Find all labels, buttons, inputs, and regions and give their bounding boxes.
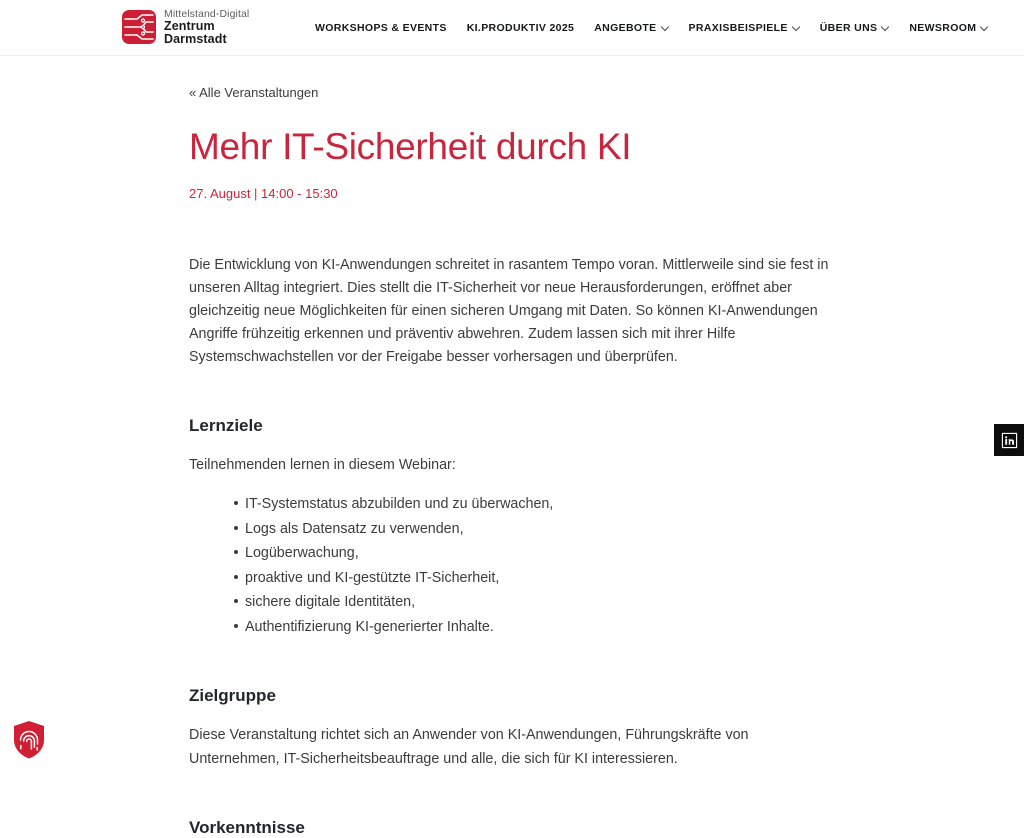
nav-label: NEWSROOM [909,22,977,34]
brand-logo-link[interactable] [122,9,249,46]
list-item: Logüberwachung, [245,541,835,566]
list-item: IT-Systemstatus abzubilden und zu überwachen, [245,492,835,517]
nav-item-newsroom[interactable] [899,22,998,34]
event-date: 27. August | 14:00 - 15:30 [189,185,338,201]
nav-item-praxisbeispiele[interactable] [679,22,810,34]
linkedin-icon [1001,432,1018,449]
site-header [0,0,1024,56]
nav-label: ÜBER UNS [819,22,878,34]
brand-line-3: Darmstadt [164,31,227,46]
intro-paragraph: Die Entwicklung von KI-Anwendungen schreitet in rasantem Tempo voran. Mittlerweile sind sie fest in unseren Alltag integriert. Dies stellt die IT-Sicherheit vor neue Herausforderungen, eröffnet aber gleichzeitig neue Möglichkeiten für einen sicheren Umgang mit Daten. So können KI-Anwendungen Angriffe frühzeitig erkennen und präventiv abwehren. Zudem lassen sich mit ihrer Hilfe Systemschwachstellen vor der Freigabe besser vorhersagen und überprüfen. [189,256,829,366]
nav-item-workshops-events[interactable] [305,22,457,34]
list-item: Authentifizierung KI-generierter Inhalte. [245,615,835,640]
chevron-down-icon [662,24,669,31]
section-heading-zielgruppe: Zielgruppe [189,686,276,706]
lernziele-intro: Teilnehmenden lernen in diesem Webinar: [189,457,456,474]
page-body [0,56,1024,837]
main-navigation [305,0,998,56]
nav-label: PRAXISBEISPIELE [688,22,788,34]
nav-label: WORKSHOPS & EVENTS [315,22,447,34]
nav-item-angebote[interactable] [584,22,678,34]
zielgruppe-text: Diese Veranstaltung richtet sich an Anwender von KI-Anwendungen, Führungskräfte von Unternehmen, IT-Sicherheitsbeauftrage und alle, die sich für KI interessieren. [189,727,749,767]
circuit-logo-icon [122,10,156,44]
brand-wordmark [164,9,249,46]
share-linkedin-button[interactable] [994,424,1024,456]
section-heading-vorkenntnisse: Vorkenntnisse [189,817,305,837]
list-item: sichere digitale Identitäten, [245,590,835,615]
chevron-down-icon [981,24,988,31]
chevron-down-icon [882,24,889,31]
list-item: Logs als Datensatz zu verwenden, [245,517,835,542]
list-item: proaktive und KI-gestützte IT-Sicherheit, [245,566,835,591]
chevron-down-icon [793,24,800,31]
page-title: Mehr IT-Sicherheit durch KI [189,126,632,167]
brand-line-1: Mittelstand-Digital [164,8,250,20]
article-content [189,56,835,838]
fingerprint-shield-icon [12,720,46,760]
privacy-consent-badge[interactable] [12,720,46,760]
nav-item-ueber-uns[interactable] [810,22,900,34]
section-heading-lernziele: Lernziele [189,416,263,436]
nav-item-ki-produktiv-2025[interactable] [457,22,584,34]
lernziele-list [189,492,835,639]
breadcrumb-all-events-link[interactable]: « Alle Veranstaltungen [189,85,319,100]
nav-label: ANGEBOTE [594,22,657,34]
share-rail [994,424,1024,456]
brand-line-2: Zentrum [164,18,215,33]
nav-label: KI.PRODUKTIV 2025 [466,22,575,34]
